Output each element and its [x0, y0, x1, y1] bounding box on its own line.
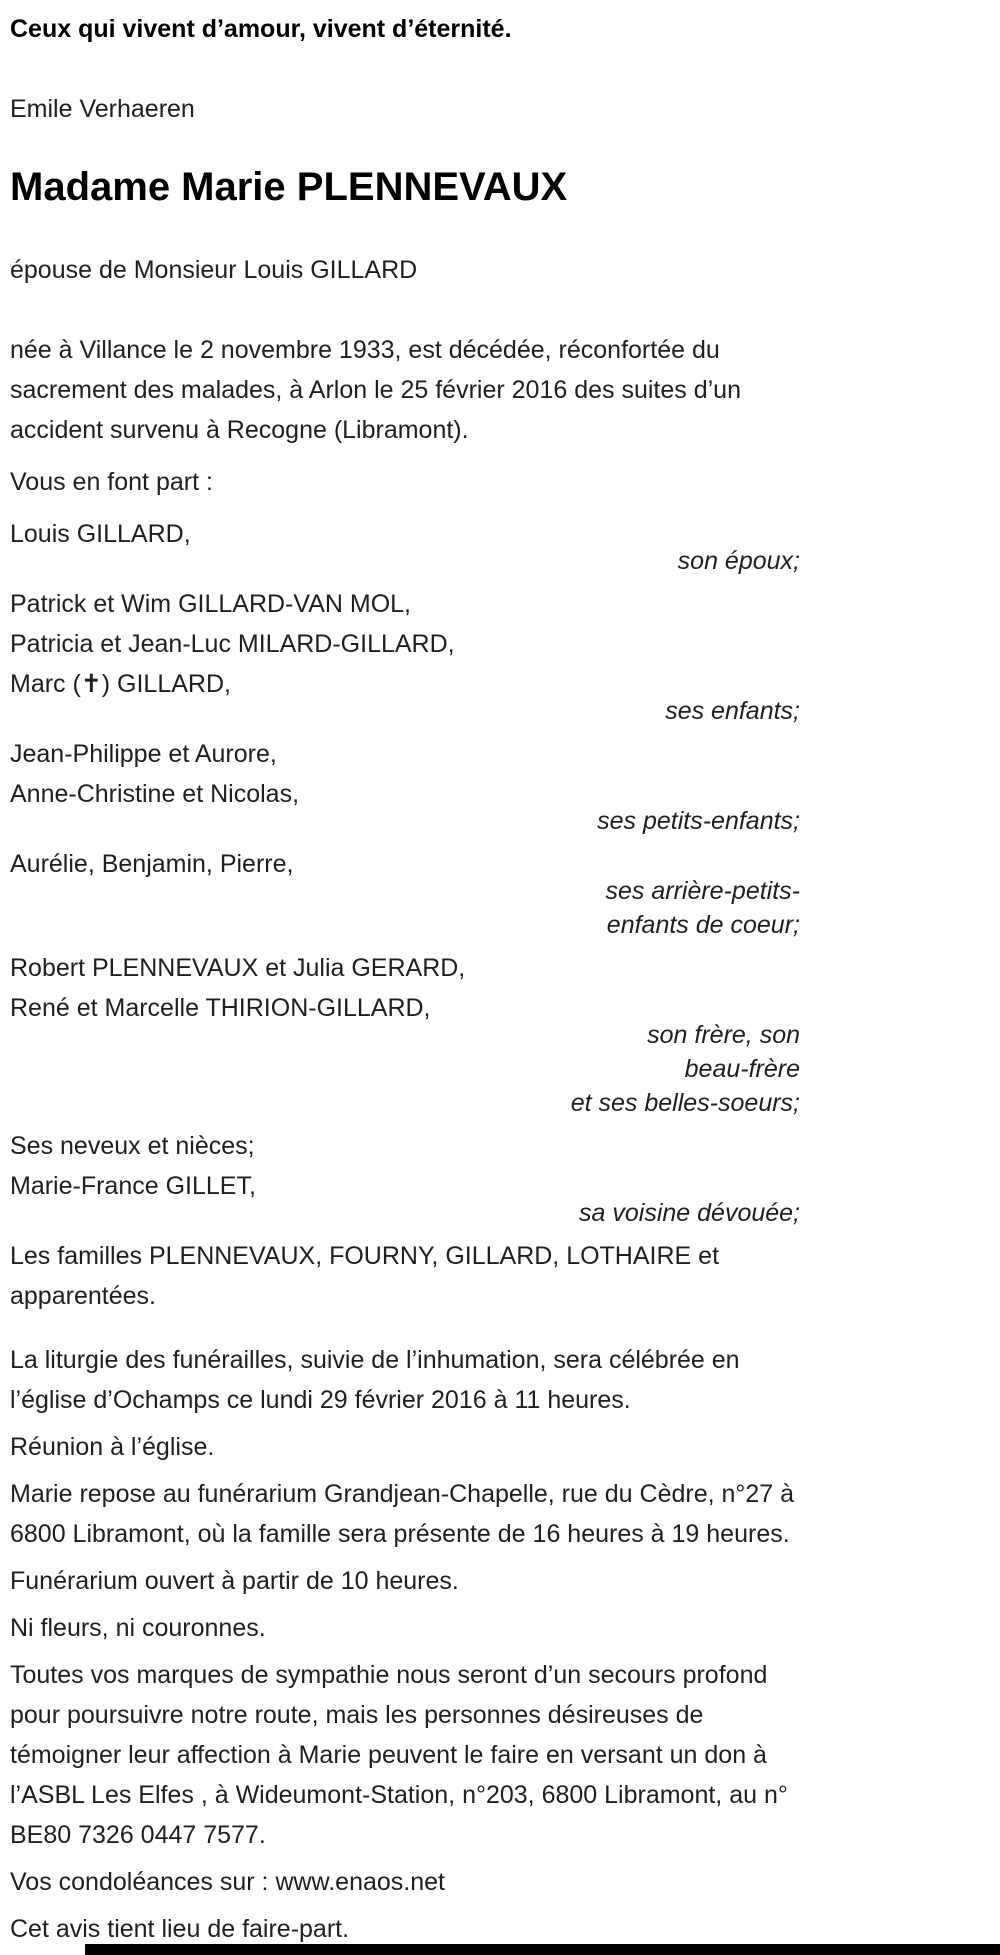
- relation-label: [10, 874, 800, 942]
- family-name-line: Patrick et Wim GILLARD-VAN MOL,: [10, 590, 411, 618]
- family-name-line: Louis GILLARD,: [10, 520, 191, 548]
- funerarium-hours-paragraph: Funérarium ouvert à partir de 10 heures.: [10, 1567, 459, 1595]
- liturgy-paragraph: La liturgie des funérailles, suivie de l’inhumation, sera célébrée en l’église d’Ochamps ce lundi 29 février 2016 à 11 heures.: [10, 1346, 740, 1414]
- condolences-prefix: Vos condoléances sur :: [10, 1868, 276, 1896]
- quote-author: Emile Verhaeren: [10, 95, 195, 123]
- footer-divider-bar: [85, 1944, 1000, 1955]
- family-block-grandchildren: [10, 734, 800, 838]
- condolences-url-link[interactable]: www.enaos.net: [275, 1868, 445, 1896]
- flowers-paragraph: Ni fleurs, ni couronnes.: [10, 1614, 266, 1642]
- donations-paragraph: Toutes vos marques de sympathie nous seront d’un secours profond pour poursuivre notre route, mais les personnes désireuses de témoigner leur affection à Marie peuvent le faire en versant un don à l’ASBL Les Elfes , à Wideumont-Station, n°203, 6800 Libramont, au n° BE80 7326 0447 7577.: [10, 1661, 788, 1849]
- relation-line: son frère, son: [647, 1021, 800, 1049]
- reunion-paragraph: Réunion à l’église.: [10, 1433, 215, 1461]
- relation-line: beau-frère: [684, 1055, 800, 1083]
- family-block-great-grandchildren: [10, 844, 800, 942]
- family-name-line: Anne-Christine et Nicolas,: [10, 780, 300, 808]
- family-block-children: [10, 584, 800, 728]
- family-name-line: Jean-Philippe et Aurore,: [10, 740, 277, 768]
- family-name-line: Aurélie, Benjamin, Pierre,: [10, 850, 294, 878]
- relation-line: ses petits-enfants;: [597, 807, 800, 835]
- spouse-line: épouse de Monsieur Louis GILLARD: [10, 256, 418, 284]
- relation-line: ses arrière-petits-: [605, 877, 800, 905]
- intro-paragraph: née à Villance le 2 novembre 1933, est décédée, réconfortée du sacrement des malades, à Arlon le 25 février 2016 des suites d’un accident survenu à Recogne (Libramont).: [10, 336, 741, 444]
- family-name-line: Les familles PLENNEVAUX, FOURNY, GILLARD, LOTHAIRE et apparentées.: [10, 1242, 720, 1310]
- funerarium-paragraph: Marie repose au funérarium Grandjean-Chapelle, rue du Cèdre, n°27 à 6800 Libramont, où la famille sera présente de 16 heures à 19 heures.: [10, 1480, 795, 1548]
- family-block-spouse: [10, 514, 800, 578]
- family-name-line: Ses neveux et nièces;: [10, 1132, 255, 1160]
- condolences-line: [10, 1862, 800, 1902]
- ceremony-details: [10, 1340, 800, 1949]
- relation-line: ses enfants;: [665, 697, 800, 725]
- family-block-nieces-neighbour: [10, 1126, 800, 1230]
- closing-line: Cet avis tient lieu de faire-part.: [10, 1915, 350, 1943]
- family-name-line: Robert PLENNEVAUX et Julia GERARD,: [10, 954, 466, 982]
- relation-line: et ses belles-soeurs;: [570, 1089, 800, 1117]
- family-block-siblings: [10, 948, 800, 1120]
- relation-line: enfants de coeur;: [606, 911, 800, 939]
- quote-line: Ceux qui vivent d’amour, vivent d’éternité.: [10, 15, 512, 43]
- family-name-line: Patricia et Jean-Luc MILARD-GILLARD,: [10, 630, 455, 658]
- deceased-name: Madame Marie PLENNEVAUX: [10, 165, 568, 209]
- family-block-families: [10, 1236, 800, 1316]
- relation-line: son époux;: [677, 547, 800, 575]
- relation-line: sa voisine dévouée;: [579, 1199, 800, 1227]
- family-name-line: René et Marcelle THIRION-GILLARD,: [10, 994, 431, 1022]
- family-name-line: Marc (✝) GILLARD,: [10, 670, 231, 698]
- relation-label: [10, 1018, 800, 1120]
- announcement-line: Vous en font part :: [10, 468, 213, 496]
- family-name-line: Marie-France GILLET,: [10, 1172, 256, 1200]
- family-list: [10, 514, 800, 1316]
